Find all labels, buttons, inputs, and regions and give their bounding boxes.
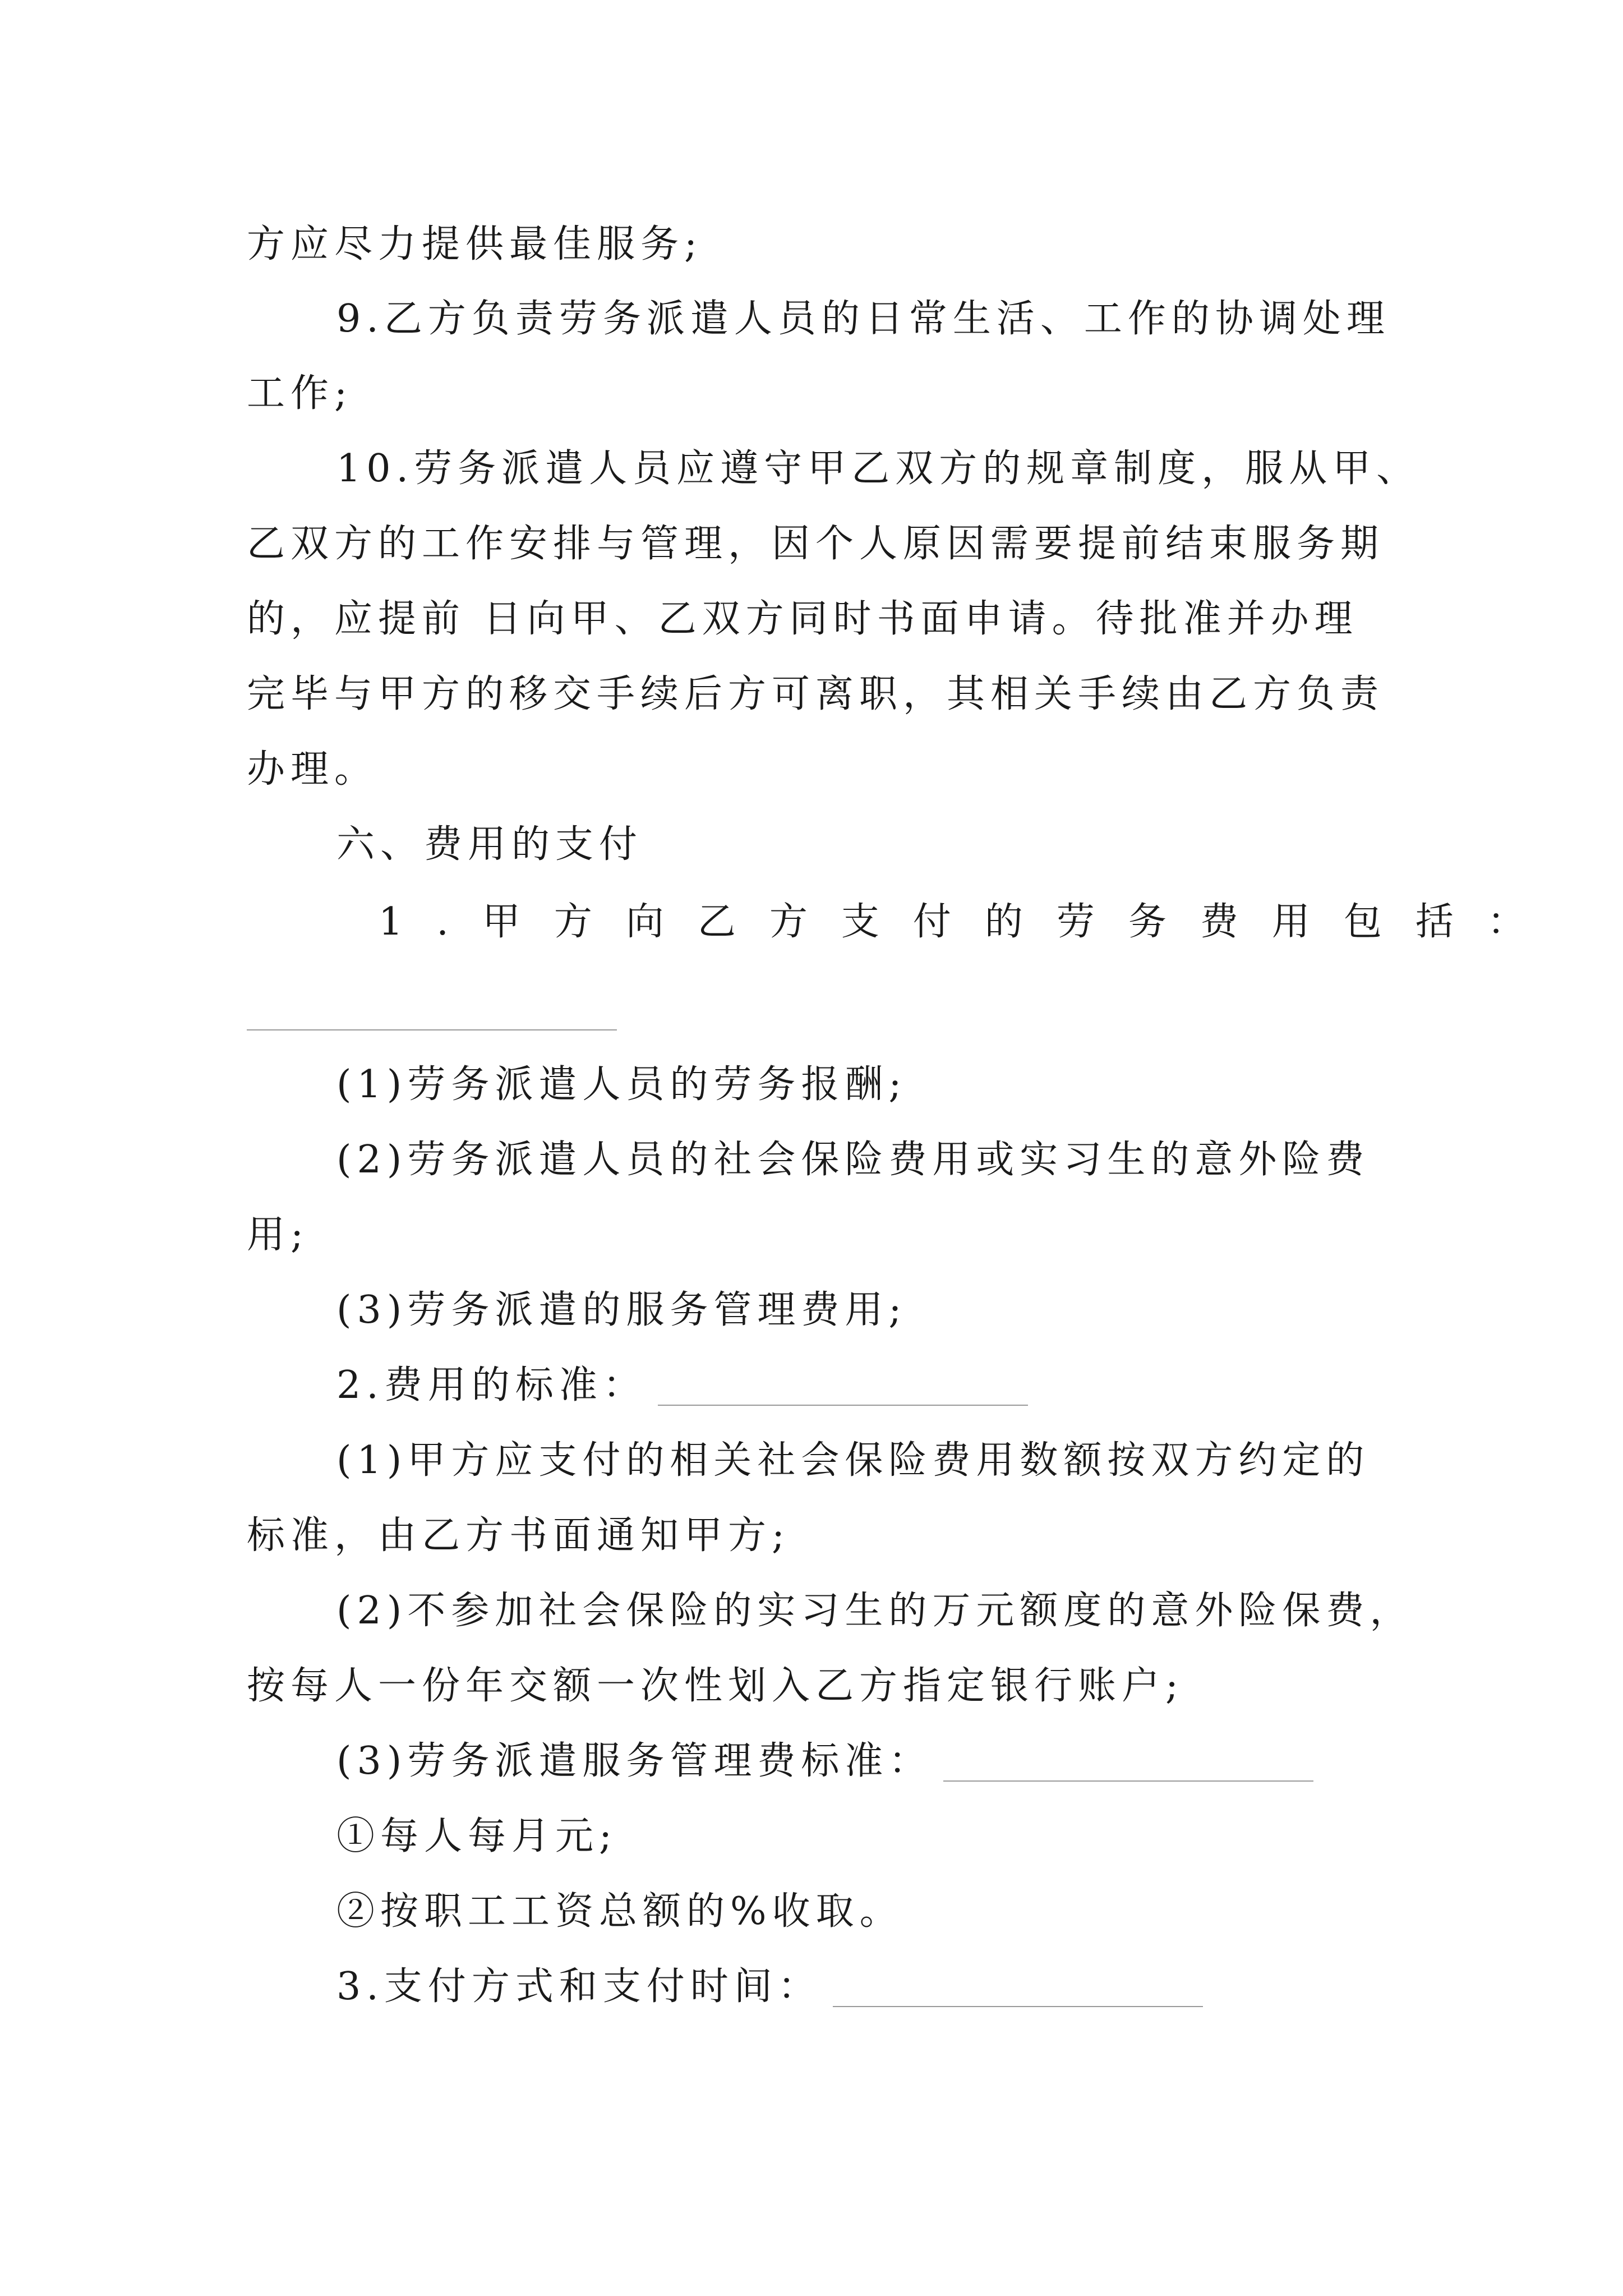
- section-heading: 六、费用的支付: [336, 822, 643, 867]
- text-line: 的，应提前 日向甲、乙双方同时书面申请。待批准并办理: [247, 597, 1358, 641]
- fill-in-blank: [943, 1780, 1313, 1782]
- sub-item: [336, 1739, 1313, 1783]
- text-line: 办理。: [247, 747, 379, 792]
- list-item-1: 1.甲方向乙方支付的劳务费用包括：: [379, 900, 1559, 944]
- sub-item: (1)劳务派遣人员的劳务报酬;: [336, 1062, 907, 1107]
- fill-in-blank: [658, 1405, 1028, 1406]
- text-line: 乙双方的工作安排与管理，因个人原因需要提前结束服务期: [247, 522, 1385, 566]
- list-item-9: 9.乙方负责劳务派遣人员的日常生活、工作的协调处理: [336, 297, 1390, 341]
- sub-item: (1)甲方应支付的相关社会保险费用数额按双方约定的: [336, 1438, 1370, 1483]
- sub-item: (2)不参加社会保险的实习生的万元额度的意外险保费，: [336, 1589, 1414, 1633]
- list-item-2: [336, 1363, 1028, 1407]
- text-line: 工作;: [247, 371, 353, 416]
- option-item: ①每人每月元;: [336, 1814, 617, 1858]
- text-line: 方应尽力提供最佳服务;: [247, 222, 703, 266]
- sub-item-label: (3)劳务派遣服务管理费标准：: [336, 1739, 933, 1783]
- text-line: 完毕与甲方的移交手续后方可离职，其相关手续由乙方负责: [247, 672, 1385, 716]
- option-item: ②按职工工资总额的%收取。: [336, 1889, 903, 1934]
- list-item-3: [336, 1964, 1203, 2009]
- text-line: 按每人一份年交额一次性划入乙方指定银行账户;: [247, 1664, 1184, 1708]
- text-line: 标准，由乙方书面通知甲方;: [247, 1513, 790, 1558]
- sub-item: (2)劳务派遣人员的社会保险费用或实习生的意外险费: [336, 1138, 1370, 1182]
- fill-in-blank: [247, 1029, 617, 1030]
- sub-item: (3)劳务派遣的服务管理费用;: [336, 1288, 907, 1332]
- list-item-10: 10.劳务派遣人员应遵守甲乙双方的规章制度，服从甲、: [336, 447, 1421, 491]
- text-line: 用;: [247, 1213, 309, 1257]
- list-item-label: 2.费用的标准：: [336, 1363, 647, 1407]
- list-item-label: 3.支付方式和支付时间：: [336, 1964, 822, 2009]
- fill-in-blank: [833, 2006, 1203, 2007]
